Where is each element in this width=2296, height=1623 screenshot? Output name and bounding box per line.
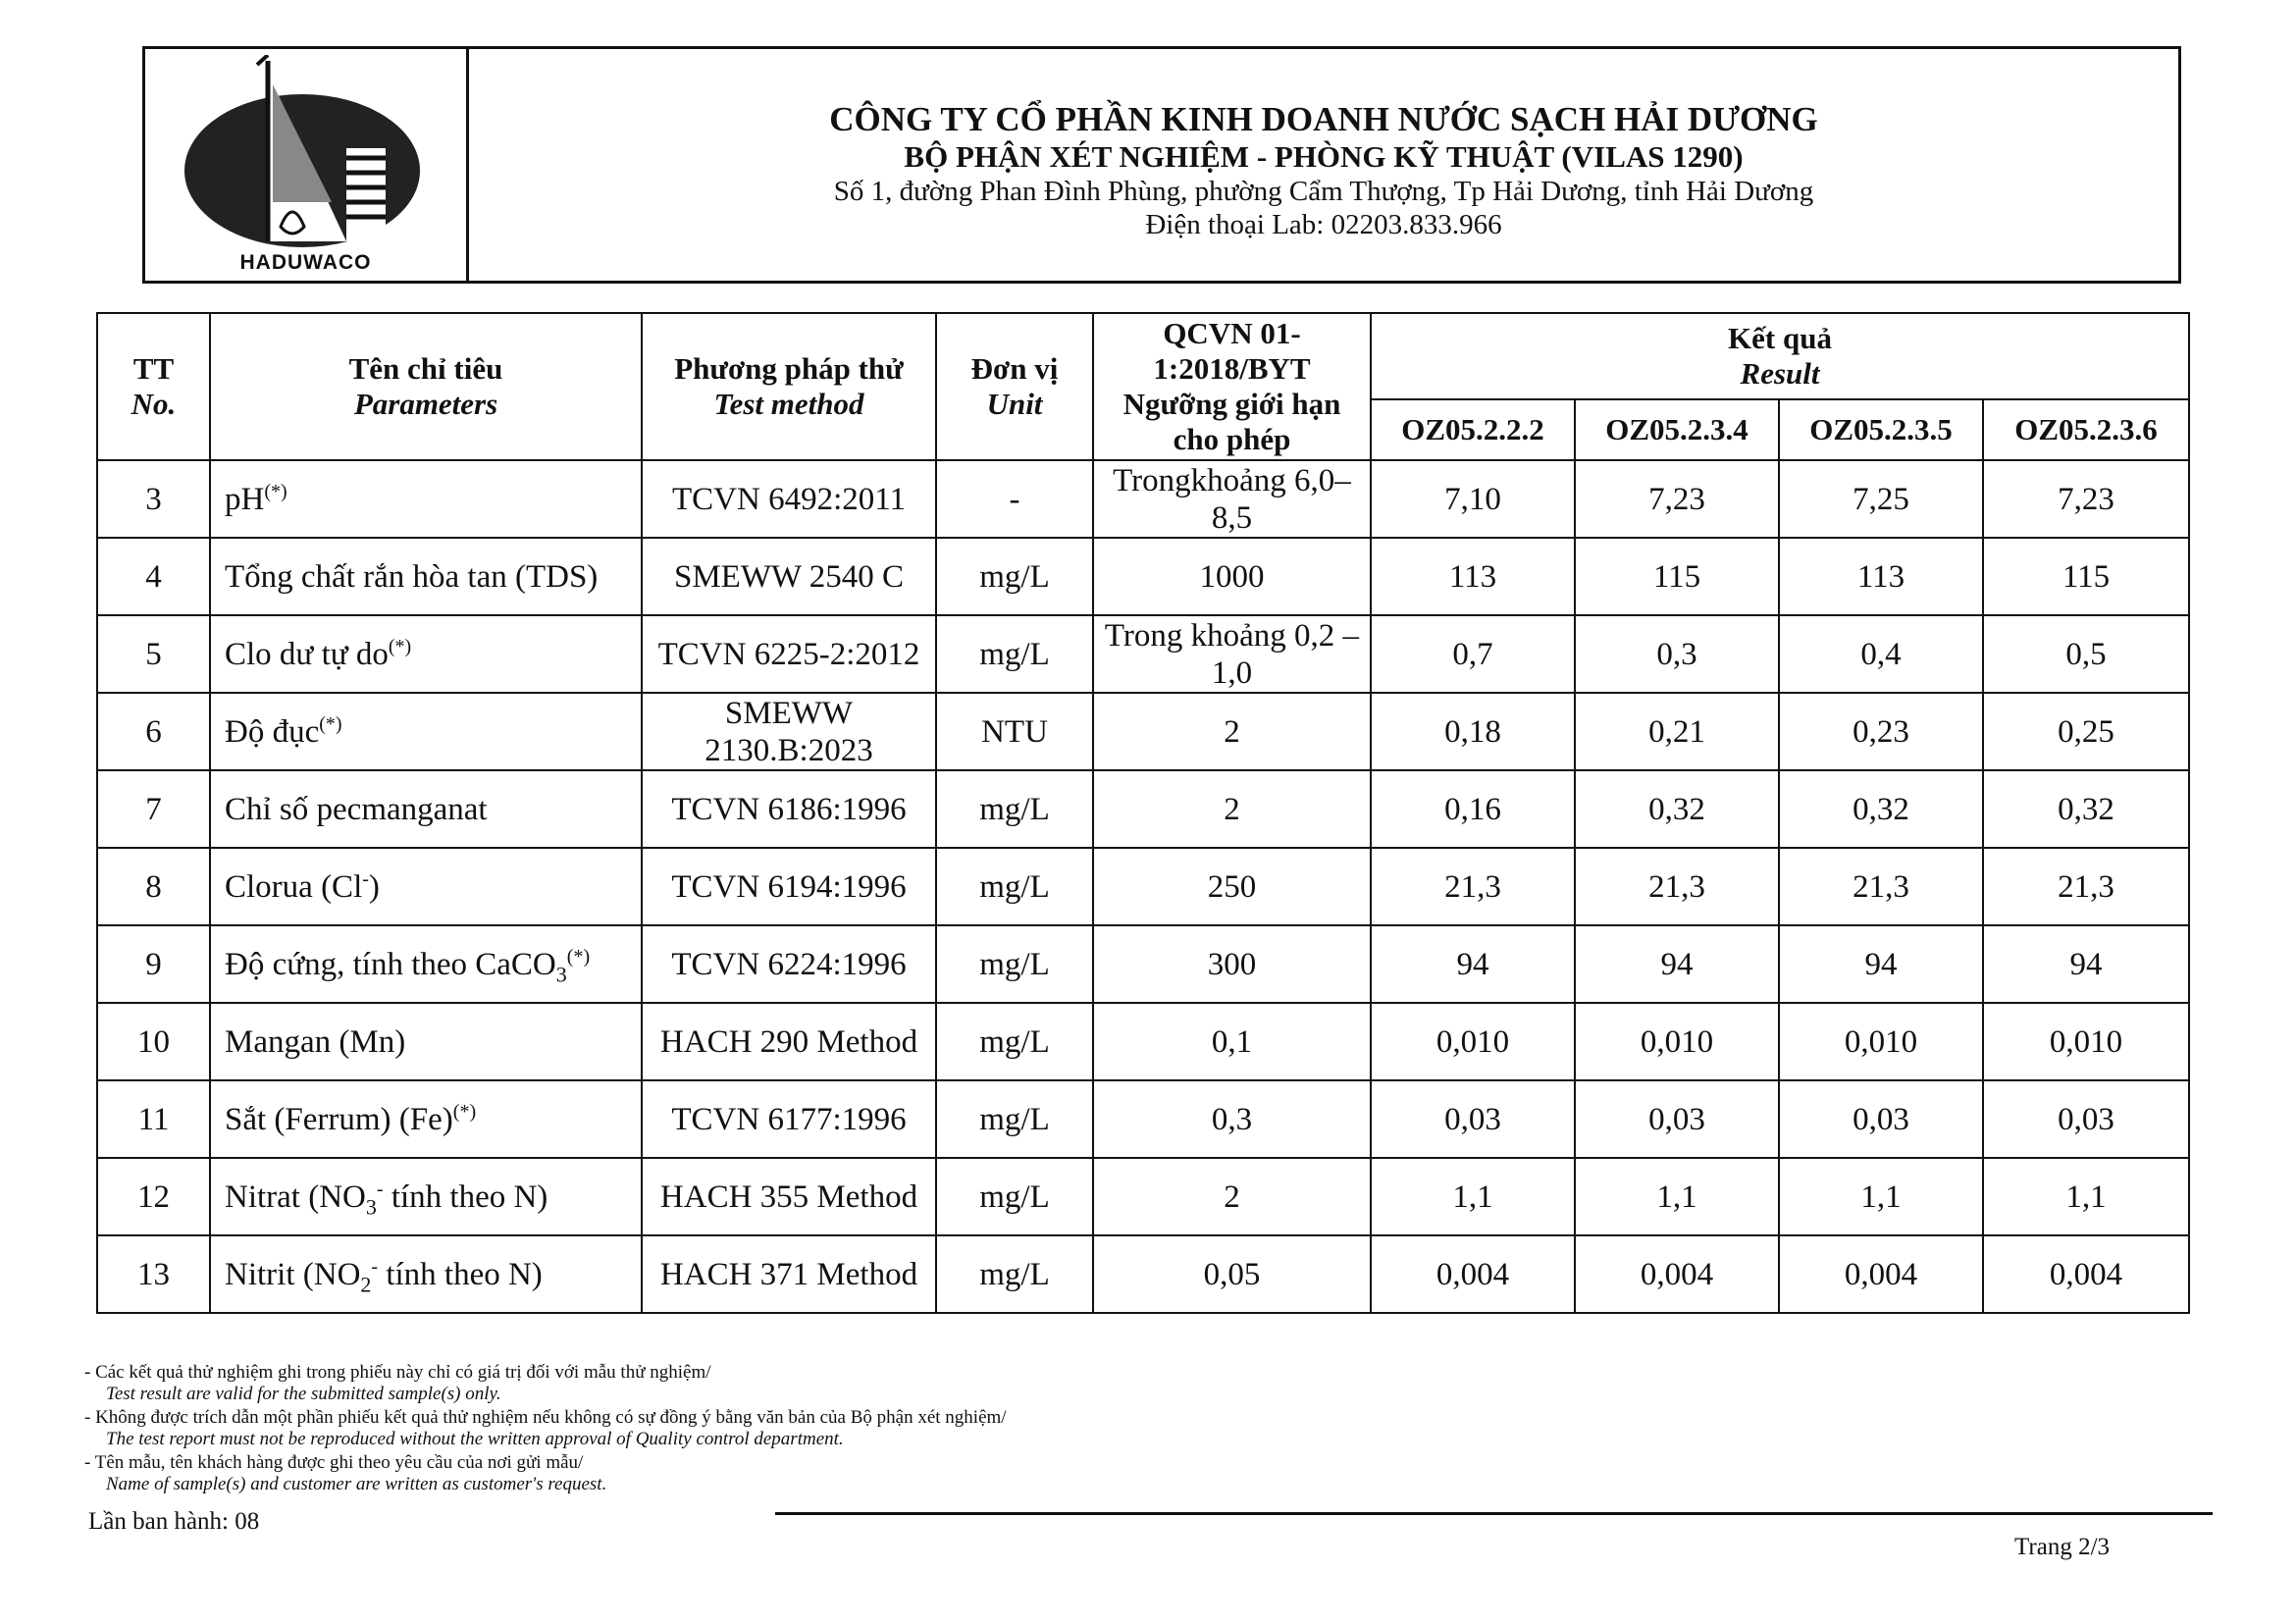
footer-rule [775,1512,2213,1515]
row-number: 7 [97,770,210,848]
limit-value: Trongkhoảng 6,0–8,5 [1093,460,1371,538]
table-row [97,538,2189,615]
result-value: 94 [1575,925,1779,1003]
table-row [97,1080,2189,1158]
row-number: 3 [97,460,210,538]
limit-value: Trong khoảng 0,2 – 1,0 [1093,615,1371,693]
table-row [97,615,2189,693]
result-value: 0,004 [1983,1235,2189,1313]
note-vietnamese: - Tên mẫu, tên khách hàng được ghi theo yêu cầu của nơi gửi mẫu/ [84,1452,584,1473]
limit-value: 0,3 [1093,1080,1371,1158]
parameter-name: Chỉ số pecmanganat [210,770,642,848]
unit: NTU [936,693,1093,770]
parameter-name: Sắt (Ferrum) (Fe)(*) [210,1080,642,1158]
row-number: 9 [97,925,210,1003]
unit: mg/L [936,848,1093,925]
row-number: 13 [97,1235,210,1313]
result-value: 113 [1779,538,1983,615]
limit-value: 2 [1093,1158,1371,1235]
unit: mg/L [936,538,1093,615]
sample-header: OZ05.2.3.4 [1575,399,1779,460]
result-value: 7,10 [1371,460,1575,538]
table-row [97,1003,2189,1080]
test-method: TCVN 6224:1996 [642,925,936,1003]
result-value: 115 [1575,538,1779,615]
table-row [97,1235,2189,1313]
unit: mg/L [936,770,1093,848]
test-method: SMEWW 2130.B:2023 [642,693,936,770]
result-value: 1,1 [1575,1158,1779,1235]
address: Số 1, đường Phan Đình Phùng, phường Cẩm Thượng, Tp Hải Dương, tỉnh Hải Dương [833,176,1814,207]
result-value: 0,010 [1575,1003,1779,1080]
result-value: 0,03 [1779,1080,1983,1158]
result-value: 0,03 [1983,1080,2189,1158]
result-value: 1,1 [1983,1158,2189,1235]
result-value: 7,23 [1983,460,2189,538]
result-value: 0,004 [1779,1235,1983,1313]
result-value: 0,4 [1779,615,1983,693]
result-value: 7,23 [1575,460,1779,538]
unit: mg/L [936,925,1093,1003]
test-method: TCVN 6194:1996 [642,848,936,925]
result-value: 0,004 [1371,1235,1575,1313]
row-number: 5 [97,615,210,693]
test-method: TCVN 6492:2011 [642,460,936,538]
result-value: 0,32 [1575,770,1779,848]
test-method: TCVN 6186:1996 [642,770,936,848]
limit-value: 300 [1093,925,1371,1003]
row-number: 4 [97,538,210,615]
row-number: 10 [97,1003,210,1080]
row-number: 11 [97,1080,210,1158]
company-name: CÔNG TY CỔ PHẦN KINH DOANH NƯỚC SẠCH HẢI DƯƠNG [829,100,1818,138]
header-method: Phương pháp thử Test method [642,313,936,460]
limit-value: 1000 [1093,538,1371,615]
test-method: TCVN 6225-2:2012 [642,615,936,693]
parameter-name: Clo dư tự do(*) [210,615,642,693]
haduwaco-logo-icon [175,55,440,256]
result-value: 0,18 [1371,693,1575,770]
parameter-name: Mangan (Mn) [210,1003,642,1080]
row-number: 12 [97,1158,210,1235]
test-method: SMEWW 2540 C [642,538,936,615]
result-value: 1,1 [1371,1158,1575,1235]
sample-header: OZ05.2.3.6 [1983,399,2189,460]
result-value: 21,3 [1371,848,1575,925]
note-vietnamese: - Không được trích dẫn một phần phiếu kết quả thử nghiệm nếu không có sự đồng ý bằng văn bản của Bộ phận xét nghiệm/ [84,1407,1007,1428]
note-vietnamese: - Các kết quả thử nghiệm ghi trong phiếu này chỉ có giá trị đối với mẫu thử nghiệm/ [84,1362,711,1383]
result-value: 113 [1371,538,1575,615]
result-value: 94 [1779,925,1983,1003]
result-value: 21,3 [1983,848,2189,925]
table-row [97,460,2189,538]
unit: mg/L [936,1235,1093,1313]
result-value: 94 [1983,925,2189,1003]
test-method: HACH 371 Method [642,1235,936,1313]
parameter-name: Độ cứng, tính theo CaCO$_3$(*) [210,925,642,1003]
row-number: 8 [97,848,210,925]
logo [145,49,469,281]
table-row [97,693,2189,770]
result-value: 0,32 [1779,770,1983,848]
parameter-name: pH(*) [210,460,642,538]
unit: mg/L [936,615,1093,693]
result-value: 0,3 [1575,615,1779,693]
table-row [97,1158,2189,1235]
note-english: Name of sample(s) and customer are written as customer's request. [106,1474,607,1494]
header-result: Kết quả Result [1371,313,2189,399]
parameter-name: Clorua (Cl-) [210,848,642,925]
unit: mg/L [936,1158,1093,1235]
disclaimer-notes [84,1362,1458,1497]
issue-number: Lần ban hành: 08 [88,1508,260,1535]
result-value: 21,3 [1575,848,1779,925]
department-name: BỘ PHẬN XÉT NGHIỆM - PHÒNG KỸ THUẬT (VILAS 1290) [904,139,1744,174]
result-value: 115 [1983,538,2189,615]
page-number: Trang 2/3 [2014,1534,2111,1560]
limit-value: 250 [1093,848,1371,925]
row-number: 6 [97,693,210,770]
limit-value: 2 [1093,693,1371,770]
result-value: 94 [1371,925,1575,1003]
test-method: HACH 290 Method [642,1003,936,1080]
parameter-name: Tổng chất rắn hòa tan (TDS) [210,538,642,615]
result-value: 0,010 [1779,1003,1983,1080]
result-value: 0,5 [1983,615,2189,693]
result-value: 0,21 [1575,693,1779,770]
limit-value: 0,05 [1093,1235,1371,1313]
result-value: 0,7 [1371,615,1575,693]
note-english: Test result are valid for the submitted sample(s) only. [106,1384,501,1404]
note-english: The test report must not be reproduced without the written approval of Quality control department. [106,1429,844,1449]
header-no: TT No. [97,313,210,460]
parameter-name: Độ đục(*) [210,693,642,770]
limit-value: 0,1 [1093,1003,1371,1080]
table-row [97,925,2189,1003]
test-method: TCVN 6177:1996 [642,1080,936,1158]
limit-value: 2 [1093,770,1371,848]
result-value: 21,3 [1779,848,1983,925]
test-method: HACH 355 Method [642,1158,936,1235]
header-unit: Đơn vị Unit [936,313,1093,460]
letterhead [142,46,2181,284]
table-row [97,848,2189,925]
result-value: 0,23 [1779,693,1983,770]
header-parameter: Tên chỉ tiêu Parameters [210,313,642,460]
result-value: 1,1 [1779,1158,1983,1235]
result-value: 0,004 [1575,1235,1779,1313]
unit: mg/L [936,1080,1093,1158]
header-limit: QCVN 01-1:2018/BYT Ngưỡng giới hạn cho phép [1093,313,1371,460]
letterhead-text [469,49,2178,281]
result-value: 7,25 [1779,460,1983,538]
logo-text: HADUWACO [239,251,372,274]
results-table [96,312,2190,1314]
phone: Điện thoại Lab: 02203.833.966 [1145,209,1502,240]
parameter-name: Nitrat ($NO_3^-$ tính theo N) [210,1158,642,1235]
result-value: 0,25 [1983,693,2189,770]
sample-header: OZ05.2.3.5 [1779,399,1983,460]
table-row [97,770,2189,848]
unit: mg/L [936,1003,1093,1080]
result-value: 0,03 [1371,1080,1575,1158]
parameter-name: Nitrit ($NO_2^-$ tính theo N) [210,1235,642,1313]
sample-header: OZ05.2.2.2 [1371,399,1575,460]
result-value: 0,03 [1575,1080,1779,1158]
result-value: 0,010 [1371,1003,1575,1080]
result-value: 0,010 [1983,1003,2189,1080]
result-value: 0,32 [1983,770,2189,848]
result-value: 0,16 [1371,770,1575,848]
unit: - [936,460,1093,538]
